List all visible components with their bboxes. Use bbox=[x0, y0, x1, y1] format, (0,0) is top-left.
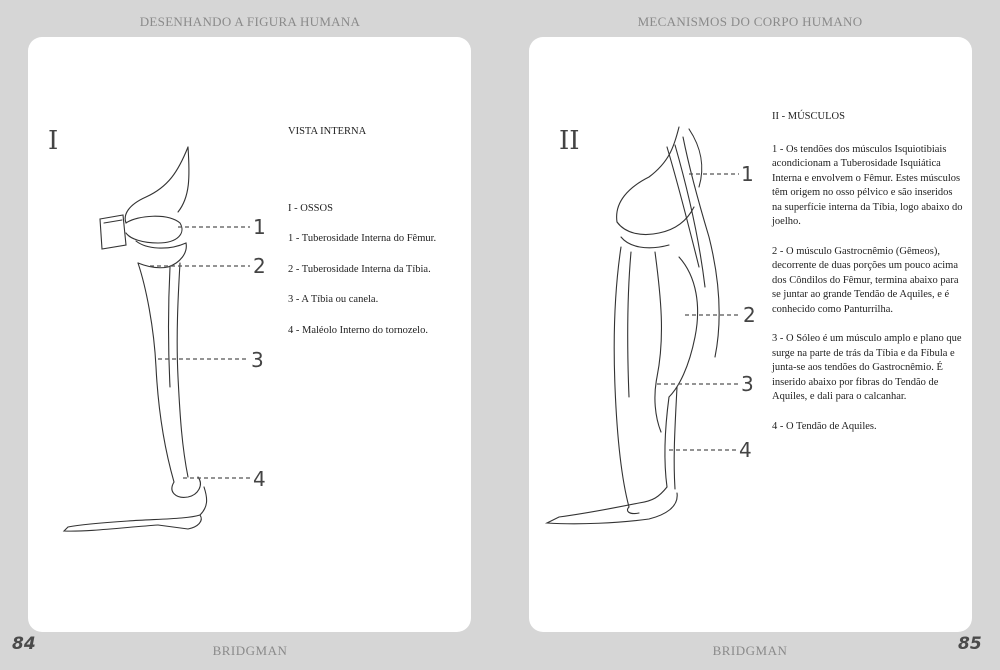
callout-4: 4 bbox=[253, 467, 266, 491]
muscles-legend bbox=[772, 110, 965, 449]
legend-item: 1 - Tuberosidade Interna do Fêmur. bbox=[288, 233, 437, 244]
callout-1: 1 bbox=[741, 162, 754, 186]
legend-paragraph: 4 - O Tendão de Aquiles. bbox=[772, 420, 877, 432]
legend-paragraph: 2 - O músculo Gastrocnêmio (Gêmeos), decorrente de duas porções um pouco acima dos Côndilos do Fêmur, termina abaixo para se juntar ao grande Tendão de Aquiles, e é conhecido como Panturrilha. bbox=[772, 245, 959, 315]
figure-numeral: I bbox=[48, 126, 59, 156]
bones-legend bbox=[288, 125, 463, 354]
callout-3: 3 bbox=[741, 372, 754, 396]
figure-numeral: II bbox=[559, 126, 580, 156]
left-page bbox=[28, 37, 471, 632]
callout-1: 1 bbox=[253, 215, 266, 239]
right-page bbox=[529, 37, 972, 632]
callout-3: 3 bbox=[251, 348, 264, 372]
legend-subtitle: I - OSSOS bbox=[288, 202, 333, 214]
callout-4: 4 bbox=[739, 438, 752, 462]
callout-2: 2 bbox=[253, 254, 266, 278]
legend-subtitle: II - MÚSCULOS bbox=[772, 111, 845, 122]
legend-paragraph: 1 - Os tendões dos músculos Isquiotibiais acondicionam a Tuberosidade Isquiática Interna e envolvem o Fêmur. Estes músculos têm origem no osso pélvico e são inseridos na superfície interna da Tíbia, logo abaixo do joelho. bbox=[772, 143, 963, 227]
callout-2: 2 bbox=[743, 303, 756, 327]
running-footer-left: BRIDGMAN bbox=[212, 643, 288, 658]
legend-item: 2 - Tuberosidade Interna da Tíbia. bbox=[288, 263, 431, 275]
legend-item: 4 - Maléolo Interno do tornozelo. bbox=[288, 324, 428, 336]
legend-paragraph: 3 - O Sóleo é um músculo amplo e plano que surge na parte de trás da Tíbia e da Fíbula e junta-se aos tendões do Gastrocnêmio. É inserido abaixo por fibras do Tendão de Aquiles, e dali para o calcanhar. bbox=[772, 333, 962, 402]
running-header-left: DESENHANDO A FIGURA HUMANA bbox=[139, 14, 361, 29]
running-footer-right: BRIDGMAN bbox=[712, 643, 788, 658]
legend-item: 3 - A Tíbia ou canela. bbox=[288, 294, 379, 305]
legend-title: VISTA INTERNA bbox=[288, 126, 367, 137]
page-number-left: 84 bbox=[12, 634, 36, 654]
page-number-right: 85 bbox=[958, 634, 982, 654]
running-header-right: MECANISMOS DO CORPO HUMANO bbox=[637, 14, 863, 29]
